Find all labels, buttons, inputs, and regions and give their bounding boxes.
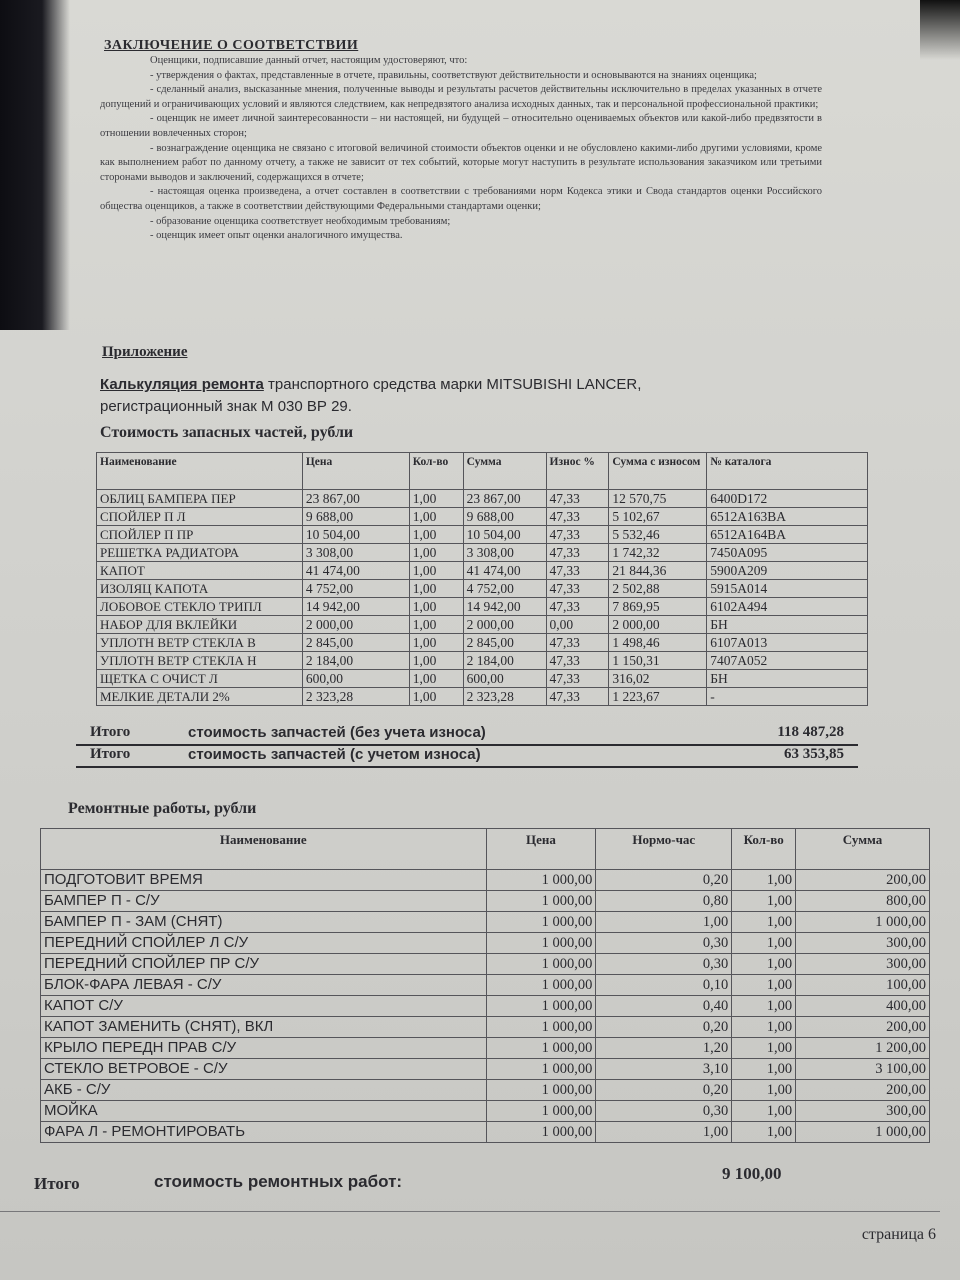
table-row (41, 1101, 930, 1122)
item-name-cell: УПЛОТН ВЕТР СТЕКЛА В (97, 634, 303, 652)
repairs-total (30, 1164, 810, 1194)
table-cell: 47,33 (546, 652, 609, 670)
table-cell: 0,20 (596, 1017, 732, 1038)
parts-table (96, 452, 868, 706)
table-row (97, 526, 868, 544)
total-text: стоимость запчастей (без учета износа) (188, 724, 486, 741)
table-cell: 2 000,00 (463, 616, 546, 634)
item-name-cell: СПОЙЛЕР П ПР (97, 526, 303, 544)
table-cell: 1 000,00 (486, 891, 596, 912)
table-cell: 4 752,00 (302, 580, 409, 598)
table-row (41, 954, 930, 975)
table-cell: 6400D172 (707, 490, 868, 508)
table-row (97, 490, 868, 508)
table-cell: 7450A095 (707, 544, 868, 562)
table-cell: 800,00 (796, 891, 930, 912)
table-cell: 14 942,00 (302, 598, 409, 616)
table-cell: 5915A014 (707, 580, 868, 598)
table-cell: 1,00 (409, 544, 463, 562)
table-cell: 0,10 (596, 975, 732, 996)
total-text: стоимость запчастей (с учетом износа) (188, 746, 481, 763)
calculation-vehicle: транспортного средства марки MITSUBISHI LANCER, (263, 376, 642, 393)
table-cell: 6512A163BA (707, 508, 868, 526)
parts-header-cell: Цена (302, 453, 409, 490)
table-row (97, 688, 868, 706)
table-row (41, 1080, 930, 1101)
table-cell: 200,00 (796, 870, 930, 891)
table-cell: 14 942,00 (463, 598, 546, 616)
table-cell: 47,33 (546, 490, 609, 508)
repairs-header-cell: Наименование (41, 829, 487, 870)
repairs-header-row (41, 829, 930, 870)
table-cell: 300,00 (796, 933, 930, 954)
page-number: страница 6 (861, 1226, 936, 1243)
table-cell: 47,33 (546, 670, 609, 688)
table-cell: 0,30 (596, 933, 732, 954)
table-cell: 0,00 (546, 616, 609, 634)
table-cell: 1 000,00 (486, 933, 596, 954)
table-cell: 2 000,00 (302, 616, 409, 634)
table-cell: 1,00 (409, 688, 463, 706)
table-cell: 1,00 (409, 562, 463, 580)
table-row (41, 1038, 930, 1059)
parts-header-cell: Сумма (463, 453, 546, 490)
item-name-cell: ПЕРЕДНИЙ СПОЙЛЕР Л С/У (41, 933, 487, 954)
table-row (41, 1059, 930, 1080)
table-cell: 47,33 (546, 598, 609, 616)
item-name-cell: КАПОТ С/У (41, 996, 487, 1017)
table-cell: 2 184,00 (302, 652, 409, 670)
table-cell: 3 308,00 (302, 544, 409, 562)
table-cell: 41 474,00 (463, 562, 546, 580)
table-cell: 9 688,00 (463, 508, 546, 526)
table-cell: 3 100,00 (796, 1059, 930, 1080)
table-cell: 5900A209 (707, 562, 868, 580)
table-cell: 1,00 (732, 1017, 796, 1038)
table-cell: 1,00 (732, 1059, 796, 1080)
item-name-cell: ЛОБОВОЕ СТЕКЛО ТРИПЛ (97, 598, 303, 616)
table-cell: 47,33 (546, 634, 609, 652)
parts-header-cell: Износ % (546, 453, 609, 490)
calculation-heading (100, 374, 740, 418)
table-cell: 21 844,36 (609, 562, 707, 580)
table-cell: 0,20 (596, 1080, 732, 1101)
table-cell: 1 000,00 (486, 1038, 596, 1059)
table-cell: 1 000,00 (486, 975, 596, 996)
conclusion-text (100, 54, 822, 244)
repairs-header-cell: Сумма (796, 829, 930, 870)
item-name-cell: МЕЛКИЕ ДЕТАЛИ 2% (97, 688, 303, 706)
table-cell: 1,00 (409, 598, 463, 616)
item-name-cell: СПОЙЛЕР П Л (97, 508, 303, 526)
item-name-cell: БАМПЕР П - ЗАМ (СНЯТ) (41, 912, 487, 933)
table-row (41, 891, 930, 912)
table-cell: 300,00 (796, 1101, 930, 1122)
table-row (41, 870, 930, 891)
parts-total-with-wear (76, 744, 858, 768)
table-cell: 10 504,00 (463, 526, 546, 544)
table-cell: 200,00 (796, 1017, 930, 1038)
item-name-cell: КАПОТ (97, 562, 303, 580)
table-cell: 1 000,00 (486, 870, 596, 891)
table-cell: 1,00 (409, 652, 463, 670)
total-value: 9 100,00 (722, 1164, 782, 1183)
repairs-header-cell: Кол-во (732, 829, 796, 870)
table-cell: 2 323,28 (302, 688, 409, 706)
table-cell: 2 845,00 (463, 634, 546, 652)
table-cell: 1,00 (596, 1122, 732, 1143)
table-row (41, 1017, 930, 1038)
table-row (41, 933, 930, 954)
table-cell: 300,00 (796, 954, 930, 975)
conclusion-line: - оценщик не имеет личной заинтересованности – ни настоящей, ни будущей – относительно оцениваемых объектов или какой-либо предвзятости в отношении вовлеченных сторон; (100, 113, 822, 139)
table-cell: 1,00 (596, 912, 732, 933)
total-label: Итого (90, 724, 131, 740)
conclusion-line: - вознаграждение оценщика не связано с итоговой величиной стоимости объектов оценки и не обусловлено какими-либо другими условиями, кроме как выполнением работ по данному отчету, а также не зависит от тех событий, которые могут наступить в результате использования заказчиком или третьими сторонами выводов и заключений, содержащихся в отчете; (100, 142, 822, 183)
parts-total-no-wear (76, 722, 858, 746)
repairs-header-cell: Нормо-час (596, 829, 732, 870)
footer-divider (0, 1211, 940, 1212)
table-cell: 7407A052 (707, 652, 868, 670)
table-cell: 1,00 (732, 891, 796, 912)
table-row (97, 634, 868, 652)
item-name-cell: РЕШЕТКА РАДИАТОРА (97, 544, 303, 562)
table-cell: 1,00 (732, 996, 796, 1017)
table-cell: 400,00 (796, 996, 930, 1017)
table-cell: 10 504,00 (302, 526, 409, 544)
table-row (41, 912, 930, 933)
table-cell: 23 867,00 (302, 490, 409, 508)
table-cell: 1 000,00 (486, 1122, 596, 1143)
table-row (97, 652, 868, 670)
table-cell: 1,00 (732, 870, 796, 891)
table-cell: 600,00 (463, 670, 546, 688)
table-row (97, 616, 868, 634)
table-cell: 1,00 (409, 508, 463, 526)
calculation-label: Калькуляция ремонта (100, 376, 264, 393)
table-cell: 0,30 (596, 954, 732, 975)
table-cell: 600,00 (302, 670, 409, 688)
table-cell: 47,33 (546, 544, 609, 562)
table-cell: 1,00 (732, 933, 796, 954)
table-cell: 1 223,67 (609, 688, 707, 706)
table-cell: 1,00 (409, 526, 463, 544)
parts-header-cell: № каталога (707, 453, 868, 490)
table-cell: 0,20 (596, 870, 732, 891)
table-cell: 7 869,95 (609, 598, 707, 616)
table-cell: 1,00 (732, 912, 796, 933)
table-row (97, 508, 868, 526)
item-name-cell: СТЕКЛО ВЕТРОВОЕ - С/У (41, 1059, 487, 1080)
table-cell: 6107A013 (707, 634, 868, 652)
item-name-cell: НАБОР ДЛЯ ВКЛЕЙКИ (97, 616, 303, 634)
table-cell: 1 150,31 (609, 652, 707, 670)
item-name-cell: ПЕРЕДНИЙ СПОЙЛЕР ПР С/У (41, 954, 487, 975)
table-cell: 47,33 (546, 508, 609, 526)
table-cell: 1 000,00 (796, 912, 930, 933)
table-cell: 1 000,00 (486, 1059, 596, 1080)
table-row (97, 598, 868, 616)
item-name-cell: БАМПЕР П - С/У (41, 891, 487, 912)
table-cell: 1 742,32 (609, 544, 707, 562)
parts-header-cell: Кол-во (409, 453, 463, 490)
item-name-cell: КРЫЛО ПЕРЕДН ПРАВ С/У (41, 1038, 487, 1059)
item-name-cell: ЩЕТКА С ОЧИСТ Л (97, 670, 303, 688)
table-row (97, 562, 868, 580)
table-cell: 1 000,00 (486, 912, 596, 933)
total-label: Итого (90, 746, 131, 762)
table-cell: 1,00 (409, 580, 463, 598)
repairs-caption: Ремонтные работы, рубли (68, 800, 257, 817)
table-cell: 1 000,00 (486, 1080, 596, 1101)
table-cell: 5 102,67 (609, 508, 707, 526)
table-cell: 1 000,00 (486, 954, 596, 975)
parts-caption: Стоимость запасных частей, рубли (100, 424, 354, 441)
table-cell: 23 867,00 (463, 490, 546, 508)
calculation-plate: регистрационный знак М 030 ВР 29. (100, 398, 352, 415)
table-cell: 12 570,75 (609, 490, 707, 508)
table-cell: 1 000,00 (486, 996, 596, 1017)
background-edge (0, 0, 70, 330)
table-cell: БН (707, 670, 868, 688)
table-cell: 1 000,00 (796, 1122, 930, 1143)
table-cell: 2 184,00 (463, 652, 546, 670)
table-cell: 6102A494 (707, 598, 868, 616)
table-cell: 47,33 (546, 562, 609, 580)
item-name-cell: КАПОТ ЗАМЕНИТЬ (СНЯТ), ВКЛ (41, 1017, 487, 1038)
parts-header-row (97, 453, 868, 490)
table-row (41, 975, 930, 996)
conclusion-line: - оценщик имеет опыт оценки аналогичного имущества. (150, 230, 403, 242)
table-cell: 2 000,00 (609, 616, 707, 634)
total-text: стоимость ремонтных работ: (154, 1172, 403, 1191)
table-cell: 5 532,46 (609, 526, 707, 544)
table-row (97, 670, 868, 688)
conclusion-line: Оценщики, подписавшие данный отчет, настоящим удостоверяют, что: (150, 55, 468, 66)
repairs-header-cell: Цена (486, 829, 596, 870)
table-row (97, 544, 868, 562)
table-cell: 100,00 (796, 975, 930, 996)
table-cell: 1,00 (409, 490, 463, 508)
table-cell: 1 000,00 (486, 1101, 596, 1122)
table-row (97, 580, 868, 598)
conclusion-line: - утверждения о фактах, представленные в отчете, правильны, соответствуют действительности и основываются на знаниях оценщика; (150, 69, 757, 81)
total-label: Итого (34, 1174, 80, 1193)
item-name-cell: ИЗОЛЯЦ КАПОТА (97, 580, 303, 598)
item-name-cell: ОБЛИЦ БАМПЕРА ПЕР (97, 490, 303, 508)
item-name-cell: УПЛОТН ВЕТР СТЕКЛА Н (97, 652, 303, 670)
table-cell: 1,00 (409, 634, 463, 652)
table-cell: 1,00 (409, 670, 463, 688)
conclusion-line: - образование оценщика соответствует необходимым требованиям; (150, 215, 451, 227)
table-cell: 6512A164BA (707, 526, 868, 544)
table-row (41, 996, 930, 1017)
table-cell: 41 474,00 (302, 562, 409, 580)
background-corner (920, 0, 960, 60)
table-cell: 0,80 (596, 891, 732, 912)
table-cell: 1,00 (732, 1080, 796, 1101)
table-cell: 2 845,00 (302, 634, 409, 652)
conclusion-line: - сделанный анализ, высказанные мнения, полученные выводы и результаты расчетов действительны исключительно в пределах указанных в отчете допущений и ограничивающих условий и являются следствием, как непредвзятого анализа исходных данных, так и персональной профессиональной практики; (100, 84, 822, 110)
appendix-title: Приложение (102, 344, 188, 360)
table-cell: 47,33 (546, 688, 609, 706)
table-cell: 47,33 (546, 526, 609, 544)
conclusion-title: ЗАКЛЮЧЕНИЕ О СООТВЕТСТВИИ (104, 38, 359, 53)
table-cell: 200,00 (796, 1080, 930, 1101)
table-row (41, 1122, 930, 1143)
table-cell: 1 000,00 (486, 1017, 596, 1038)
table-cell: 1,20 (596, 1038, 732, 1059)
table-cell: 0,30 (596, 1101, 732, 1122)
table-cell: 4 752,00 (463, 580, 546, 598)
repairs-table (40, 828, 930, 1143)
table-cell: 1,00 (732, 1122, 796, 1143)
table-cell: 2 323,28 (463, 688, 546, 706)
parts-header-cell: Наименование (97, 453, 303, 490)
table-cell: 1,00 (732, 975, 796, 996)
total-value: 63 353,85 (784, 746, 844, 762)
table-cell: 316,02 (609, 670, 707, 688)
table-cell: БН (707, 616, 868, 634)
table-cell: 1,00 (732, 954, 796, 975)
item-name-cell: АКБ - С/У (41, 1080, 487, 1101)
item-name-cell: БЛОК-ФАРА ЛЕВАЯ - С/У (41, 975, 487, 996)
table-cell: 1,00 (409, 616, 463, 634)
item-name-cell: ПОДГОТОВИТ ВРЕМЯ (41, 870, 487, 891)
table-cell: 3,10 (596, 1059, 732, 1080)
total-value: 118 487,28 (777, 724, 844, 740)
table-cell: 1,00 (732, 1038, 796, 1059)
item-name-cell: ФАРА Л - РЕМОНТИРОВАТЬ (41, 1122, 487, 1143)
table-cell: 1,00 (732, 1101, 796, 1122)
conclusion-line: - настоящая оценка произведена, а отчет составлен в соответствии с требованиями норм Кодекса этики и Свода стандартов оценки Российского общества оценщиков, а также в соответствии действующими Федеральными стандартами оценки; (100, 186, 822, 212)
item-name-cell: МОЙКА (41, 1101, 487, 1122)
table-cell: 1 498,46 (609, 634, 707, 652)
table-cell: 1 200,00 (796, 1038, 930, 1059)
table-cell: 3 308,00 (463, 544, 546, 562)
table-cell: 9 688,00 (302, 508, 409, 526)
parts-header-cell: Сумма с износом (609, 453, 707, 490)
table-cell: 47,33 (546, 580, 609, 598)
table-cell: - (707, 688, 868, 706)
table-cell: 2 502,88 (609, 580, 707, 598)
table-cell: 0,40 (596, 996, 732, 1017)
